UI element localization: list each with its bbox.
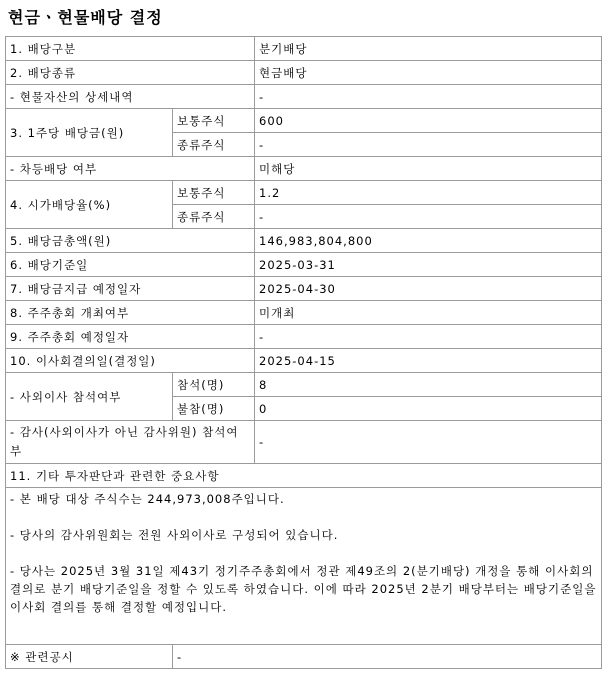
value-yield-common: 1.2 bbox=[255, 181, 602, 205]
table-row bbox=[6, 349, 602, 373]
row-value-auditor: - bbox=[255, 421, 602, 464]
row-label-in-kind-details: - 현물자산의 상세내역 bbox=[6, 85, 255, 109]
row-label-other-matters: 11. 기타 투자판단과 관련한 중요사항 bbox=[6, 464, 602, 488]
table-row bbox=[6, 37, 602, 61]
table-row bbox=[6, 157, 602, 181]
sub-label-present: 참석(명) bbox=[173, 373, 255, 397]
related-disclosure-label: ※ 관련공시 bbox=[6, 645, 173, 669]
table-row bbox=[6, 488, 602, 645]
row-value-payment-date: 2025-04-30 bbox=[255, 277, 602, 301]
note-audit-committee: - 당사의 감사위원회는 전원 사외이사로 구성되어 있습니다. bbox=[10, 528, 339, 542]
row-label-total-amount: 5. 배당금총액(원) bbox=[6, 229, 255, 253]
value-yield-preferred: - bbox=[255, 205, 602, 229]
table-row bbox=[6, 109, 602, 133]
row-label-dividend-type: 1. 배당구분 bbox=[6, 37, 255, 61]
table-row bbox=[6, 253, 602, 277]
table-row bbox=[6, 181, 602, 205]
row-value-in-kind-details: - bbox=[255, 85, 602, 109]
table-row bbox=[6, 85, 602, 109]
row-value-total-amount: 146,983,804,800 bbox=[255, 229, 602, 253]
page-title: 현금ㆍ현물배당 결정 bbox=[8, 8, 163, 27]
table-row bbox=[6, 301, 602, 325]
sub-label-preferred: 종류주식 bbox=[173, 205, 255, 229]
value-present: 8 bbox=[255, 373, 602, 397]
related-disclosure-value: - bbox=[173, 645, 602, 669]
table-row bbox=[6, 277, 602, 301]
row-value-agm-date: - bbox=[255, 325, 602, 349]
row-label-payment-date: 7. 배당금지급 예정일자 bbox=[6, 277, 255, 301]
disclosure-table bbox=[5, 36, 602, 669]
row-value-dividend-type: 분기배당 bbox=[255, 37, 602, 61]
row-label-agm-held: 8. 주주총회 개최여부 bbox=[6, 301, 255, 325]
table-row bbox=[6, 421, 602, 464]
value-dps-common: 600 bbox=[255, 109, 602, 133]
row-label-auditor: - 감사(사외이사가 아닌 감사위원) 참석여부 bbox=[6, 421, 255, 464]
row-label-yield: 4. 시가배당율(%) bbox=[6, 181, 173, 229]
sub-label-absent: 불참(명) bbox=[173, 397, 255, 421]
table-row bbox=[6, 373, 602, 397]
row-label-outside-directors: - 사외이사 참석여부 bbox=[6, 373, 173, 421]
row-value-record-date: 2025-03-31 bbox=[255, 253, 602, 277]
table-row bbox=[6, 645, 602, 669]
sub-label-common: 보통주식 bbox=[173, 181, 255, 205]
note-shares: - 본 배당 대상 주식수는 244,973,008주입니다. bbox=[10, 492, 285, 506]
value-dps-preferred: - bbox=[255, 133, 602, 157]
row-value-agm-held: 미개최 bbox=[255, 301, 602, 325]
row-label-record-date: 6. 배당기준일 bbox=[6, 253, 255, 277]
table-row bbox=[6, 229, 602, 253]
table-row bbox=[6, 464, 602, 488]
table-row bbox=[6, 325, 602, 349]
row-label-agm-date: 9. 주주총회 예정일자 bbox=[6, 325, 255, 349]
sub-label-common: 보통주식 bbox=[173, 109, 255, 133]
row-label-dps: 3. 1주당 배당금(원) bbox=[6, 109, 173, 157]
row-label-board-date: 10. 이사회결의일(결정일) bbox=[6, 349, 255, 373]
row-value-dividend-kind: 현금배당 bbox=[255, 61, 602, 85]
row-label-dividend-kind: 2. 배당종류 bbox=[6, 61, 255, 85]
row-label-differential: - 차등배당 여부 bbox=[6, 157, 255, 181]
value-absent: 0 bbox=[255, 397, 602, 421]
sub-label-preferred: 종류주식 bbox=[173, 133, 255, 157]
row-value-board-date: 2025-04-15 bbox=[255, 349, 602, 373]
note-articles-amendment: - 당사는 2025년 3월 31일 제43기 정기주주총회에서 정관 제49조의 2(분기배당) 개정을 통해 이사회의 결의로 분기 배당기준일을 정할 수 있도록 하였습니다. 이에 따라 2025년 2분기 배당부터는 배당기준일을 이사회 결의를 통해 결정할 예정입니다. bbox=[10, 564, 597, 614]
row-value-differential: 미해당 bbox=[255, 157, 602, 181]
table-row bbox=[6, 61, 602, 85]
other-matters-notes bbox=[6, 488, 602, 645]
